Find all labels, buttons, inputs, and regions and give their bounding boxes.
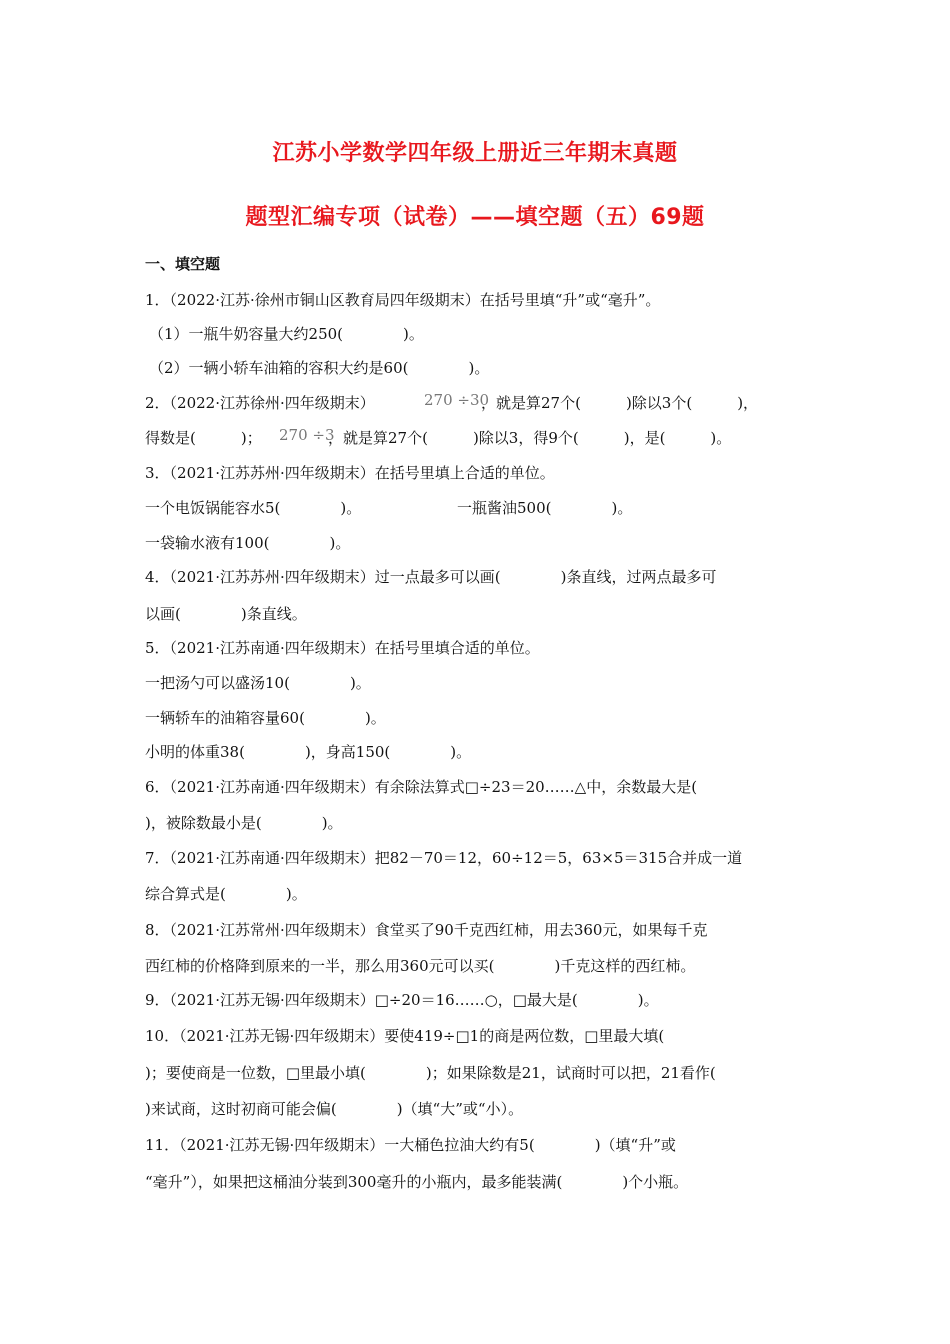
question-3-item-3: 一袋输水液有100( )。 bbox=[145, 534, 351, 552]
question-2-formula-1: 270 ÷30 bbox=[424, 391, 490, 409]
question-1-part-1: （1）一瓶牛奶容量大约250( )。 bbox=[149, 325, 424, 343]
question-5-item-1: 一把汤勺可以盛汤10( )。 bbox=[145, 674, 371, 692]
question-10-line-3: )来试商，这时初商可能会偏( )（填“大”或“小）。 bbox=[145, 1100, 524, 1118]
question-11-line-2: “毫升”），如果把这桶油分装到300毫升的小瓶内，最多能装满( )个小瓶。 bbox=[145, 1173, 689, 1191]
question-2-line-2-cont: ，就是算27个( )除以3，得9个( )，是( )。 bbox=[328, 429, 732, 447]
question-3-item-1: 一个电饭锅能容水5( )。 bbox=[145, 499, 362, 517]
question-5-stem: 5．（2021·江苏南通·四年级期末）在括号里填合适的单位。 bbox=[145, 639, 540, 657]
question-5-item-3: 小明的体重38( )，身高150( )。 bbox=[145, 743, 472, 761]
question-10-line-2: )；要使商是一位数，□里最小填( )；如果除数是21，试商时可以把，21看作( bbox=[145, 1064, 716, 1082]
question-7-line-2: 综合算式是( )。 bbox=[145, 885, 307, 903]
question-2-stem: 2．（2022·江苏徐州·四年级期末） bbox=[145, 394, 375, 412]
question-10-line-1: 10．（2021·江苏无锡·四年级期末）要使419÷□1的商是两位数，□里最大填( bbox=[145, 1027, 665, 1045]
question-7-line-1: 7．（2021·江苏南通·四年级期末）把82－70＝12，60÷12＝5，63×5＝315合并成一道 bbox=[145, 849, 743, 867]
question-8-line-2: 西红柿的价格降到原来的一半，那么用360元可以买( )千克这样的西红柿。 bbox=[145, 957, 696, 975]
question-6-line-2: )，被除数最小是( )。 bbox=[145, 814, 343, 832]
question-1-part-2: （2）一辆小轿车油箱的容积大约是60( )。 bbox=[149, 359, 490, 377]
question-8-line-1: 8．（2021·江苏常州·四年级期末）食堂买了90千克西红柿，用去360元，如果每千克 bbox=[145, 921, 708, 939]
question-9-line-1: 9．（2021·江苏无锡·四年级期末）□÷20＝16……○，□最大是( )。 bbox=[145, 991, 659, 1009]
question-2-formula-2: 270 ÷3 bbox=[279, 426, 335, 444]
question-2-stem-cont: ，就是算27个( )除以3个( )， bbox=[481, 394, 759, 412]
document-title-line-1: 江苏小学数学四年级上册近三年期末真题 bbox=[272, 141, 678, 166]
document-title-line-2: 题型汇编专项（试卷）——填空题（五）69题 bbox=[245, 205, 705, 230]
question-2-line-2: 得数是( )； bbox=[145, 429, 262, 447]
question-3-item-2: 一瓶酱油500( )。 bbox=[457, 499, 633, 517]
question-4-line-1: 4．（2021·江苏苏州·四年级期末）过一点最多可以画( )条直线，过两点最多可 bbox=[145, 568, 717, 586]
question-11-line-1: 11．（2021·江苏无锡·四年级期末）一大桶色拉油大约有5( )（填“升”或 bbox=[145, 1136, 676, 1154]
section-heading: 一、填空题 bbox=[145, 255, 221, 273]
question-5-item-2: 一辆轿车的油箱容量60( )。 bbox=[145, 709, 386, 727]
question-3-stem: 3．（2021·江苏苏州·四年级期末）在括号里填上合适的单位。 bbox=[145, 464, 555, 482]
question-4-line-2: 以画( )条直线。 bbox=[145, 605, 307, 623]
question-1-stem: 1．（2022·江苏·徐州市铜山区教育局四年级期末）在括号里填“升”或“毫升”。 bbox=[145, 291, 661, 309]
question-6-line-1: 6．（2021·江苏南通·四年级期末）有余除法算式□÷23＝20……△中，余数最大是( bbox=[145, 778, 698, 796]
